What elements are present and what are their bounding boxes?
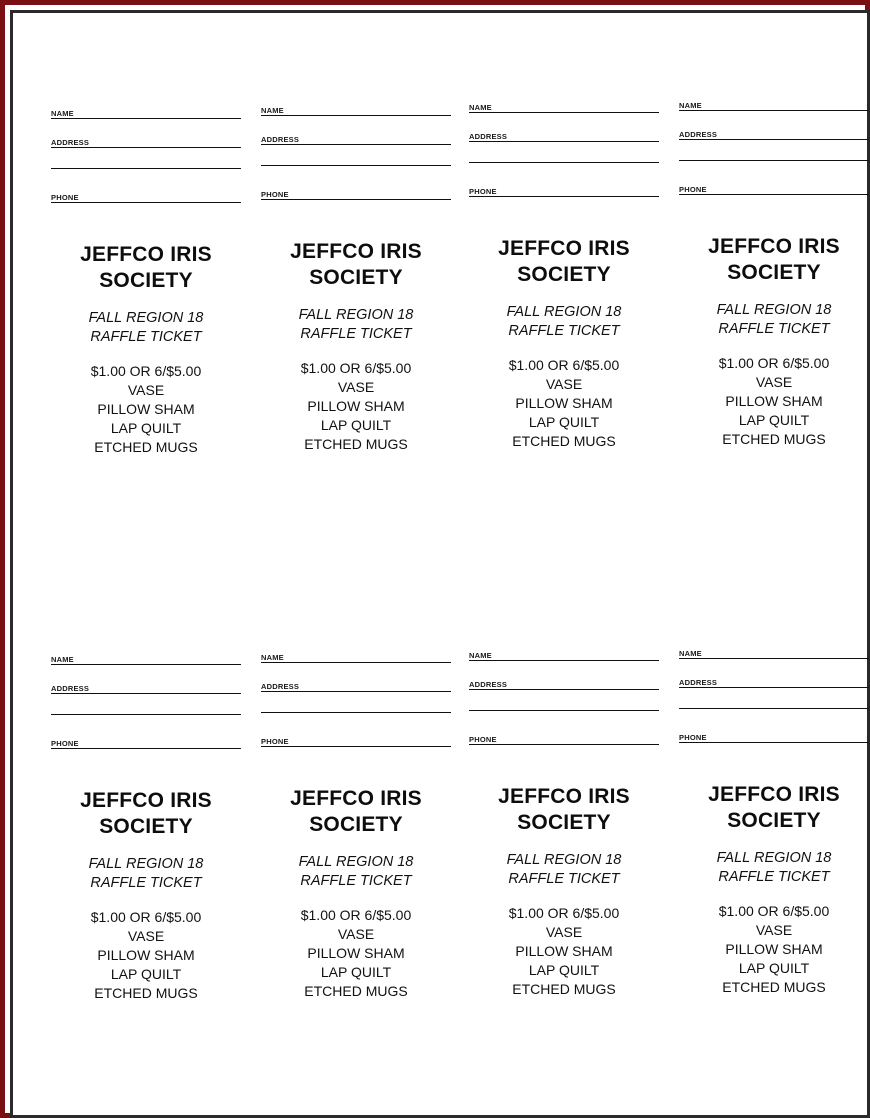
address-field-rule-1[interactable]: [469, 689, 659, 690]
ticket-title-line2: SOCIETY: [309, 813, 403, 836]
phone-field-rule[interactable]: [261, 199, 451, 200]
phone-field-label: PHONE: [51, 739, 79, 748]
spacer: [261, 116, 451, 135]
phone-field[interactable]: [679, 185, 869, 195]
ticket-price-text: $1.00 OR 6/$5.00: [300, 360, 412, 376]
name-field-rule[interactable]: [469, 660, 659, 661]
ticket-title-line1: JEFFCO IRIS: [80, 789, 212, 812]
prize-item: LAP QUILT: [320, 964, 392, 980]
name-field[interactable]: [679, 101, 869, 111]
prize-item: PILLOW SHAM: [307, 398, 405, 414]
ticket-price: [469, 356, 659, 451]
ticket-price-text: $1.00 OR 6/$5.00: [90, 909, 202, 925]
prize-list: [261, 925, 451, 1001]
address-field[interactable]: [469, 132, 659, 142]
name-field[interactable]: [261, 106, 451, 116]
ticket-subtitle: [261, 853, 451, 891]
address-field-rule-1[interactable]: [261, 144, 451, 145]
prize-item: VASE: [755, 922, 793, 938]
address-field-label: ADDRESS: [679, 678, 718, 687]
prize-item: VASE: [337, 379, 375, 395]
raffle-ticket: [261, 653, 451, 1001]
address-field[interactable]: [51, 684, 241, 694]
name-field-rule[interactable]: [261, 662, 451, 663]
ticket-title-line2: SOCIETY: [517, 811, 611, 834]
prize-item: PILLOW SHAM: [307, 945, 405, 961]
ticket-fields: [679, 101, 869, 206]
spacer: [51, 148, 241, 168]
spacer: [51, 169, 241, 193]
prize-list: [469, 923, 659, 999]
phone-field[interactable]: [51, 193, 241, 203]
spacer: [679, 111, 869, 130]
prize-item: ETCHED MUGS: [94, 985, 198, 1001]
ticket-fields: [261, 653, 451, 758]
phone-field-rule[interactable]: [51, 202, 241, 203]
spacer: [51, 715, 241, 739]
prize-item: VASE: [545, 924, 583, 940]
ticket-subtitle-line1: FALL REGION 18: [506, 852, 622, 868]
prize-item: ETCHED MUGS: [304, 983, 408, 999]
spacer: [679, 688, 869, 708]
phone-field-rule[interactable]: [679, 742, 869, 743]
ticket-subtitle-line1: FALL REGION 18: [88, 856, 204, 872]
raffle-ticket: [51, 655, 241, 1003]
ticket-title-line1: JEFFCO IRIS: [708, 783, 840, 806]
ticket-subtitle: [469, 851, 659, 889]
phone-field-rule[interactable]: [469, 744, 659, 745]
spacer: [261, 713, 451, 737]
ticket-fields: [679, 649, 869, 754]
ticket-title-line1: JEFFCO IRIS: [498, 237, 630, 260]
phone-field[interactable]: [679, 733, 869, 743]
prize-item: PILLOW SHAM: [515, 395, 613, 411]
spacer: [469, 142, 659, 162]
name-field-label: NAME: [51, 655, 74, 664]
prize-item: LAP QUILT: [110, 966, 182, 982]
ticket-subtitle-line2: RAFFLE TICKET: [718, 321, 830, 337]
prize-item: VASE: [755, 374, 793, 390]
name-field[interactable]: [469, 651, 659, 661]
phone-field-label: PHONE: [469, 187, 497, 196]
spacer: [679, 659, 869, 678]
ticket-fields: [51, 655, 241, 760]
name-field-rule[interactable]: [679, 658, 869, 659]
address-field-label: ADDRESS: [469, 680, 508, 689]
name-field[interactable]: [469, 103, 659, 113]
ticket-fields: [469, 651, 659, 756]
ticket-title: [679, 782, 869, 834]
address-field-rule-1[interactable]: [679, 139, 869, 140]
ticket-price: [51, 362, 241, 457]
address-field[interactable]: [261, 682, 451, 692]
name-field-label: NAME: [261, 106, 284, 115]
raffle-ticket: [679, 649, 869, 997]
phone-field-label: PHONE: [679, 185, 707, 194]
name-field-rule[interactable]: [469, 112, 659, 113]
ticket-title-line1: JEFFCO IRIS: [498, 785, 630, 808]
phone-field-label: PHONE: [469, 735, 497, 744]
spacer: [51, 119, 241, 138]
phone-field[interactable]: [469, 187, 659, 197]
spacer: [261, 145, 451, 165]
address-field-label: ADDRESS: [261, 682, 300, 691]
ticket-title-line2: SOCIETY: [99, 269, 193, 292]
address-field-label: ADDRESS: [469, 132, 508, 141]
prize-list: [469, 375, 659, 451]
address-field-label: ADDRESS: [261, 135, 300, 144]
ticket-price-text: $1.00 OR 6/$5.00: [300, 907, 412, 923]
name-field-label: NAME: [261, 653, 284, 662]
phone-field-rule[interactable]: [469, 196, 659, 197]
ticket-title-line2: SOCIETY: [727, 809, 821, 832]
raffle-ticket: [261, 106, 451, 454]
ticket-subtitle: [261, 306, 451, 344]
address-field-label: ADDRESS: [51, 684, 90, 693]
ticket-price: [261, 906, 451, 1001]
address-field[interactable]: [679, 130, 869, 140]
raffle-ticket: [51, 109, 241, 457]
ticket-title: [679, 234, 869, 286]
ticket-subtitle-line2: RAFFLE TICKET: [508, 323, 620, 339]
ticket-title: [261, 239, 451, 291]
phone-field-label: PHONE: [51, 193, 79, 202]
phone-field-label: PHONE: [261, 737, 289, 746]
ticket-subtitle: [51, 309, 241, 347]
spacer: [679, 161, 869, 185]
spacer: [469, 690, 659, 710]
prize-item: VASE: [545, 376, 583, 392]
address-field-rule-1[interactable]: [679, 687, 869, 688]
prize-list: [51, 381, 241, 457]
spacer: [469, 661, 659, 680]
ticket-title-line2: SOCIETY: [309, 266, 403, 289]
ticket-price: [261, 359, 451, 454]
ticket-title-line2: SOCIETY: [99, 815, 193, 838]
ticket-price: [679, 354, 869, 449]
ticket-subtitle: [51, 855, 241, 893]
prize-item: ETCHED MUGS: [512, 981, 616, 997]
spacer: [51, 694, 241, 714]
prize-item: ETCHED MUGS: [304, 436, 408, 452]
spacer: [469, 163, 659, 187]
ticket-subtitle-line2: RAFFLE TICKET: [300, 326, 412, 342]
spacer: [469, 711, 659, 735]
spacer: [679, 140, 869, 160]
ticket-title-line1: JEFFCO IRIS: [80, 243, 212, 266]
name-field[interactable]: [51, 109, 241, 119]
raffle-ticket-sheet: [21, 21, 865, 1113]
name-field-label: NAME: [51, 109, 74, 118]
ticket-subtitle-line2: RAFFLE TICKET: [300, 873, 412, 889]
prize-item: ETCHED MUGS: [722, 431, 826, 447]
address-field[interactable]: [261, 135, 451, 145]
phone-field[interactable]: [469, 735, 659, 745]
address-field[interactable]: [679, 678, 869, 688]
phone-field-rule[interactable]: [679, 194, 869, 195]
address-field[interactable]: [469, 680, 659, 690]
phone-field-label: PHONE: [679, 733, 707, 742]
prize-list: [679, 921, 869, 997]
phone-field-rule[interactable]: [51, 748, 241, 749]
name-field[interactable]: [679, 649, 869, 659]
spacer: [261, 692, 451, 712]
ticket-price-text: $1.00 OR 6/$5.00: [718, 903, 830, 919]
prize-item: PILLOW SHAM: [515, 943, 613, 959]
name-field-label: NAME: [679, 101, 702, 110]
name-field-rule[interactable]: [51, 118, 241, 119]
ticket-price: [679, 902, 869, 997]
ticket-subtitle-line1: FALL REGION 18: [298, 854, 414, 870]
spacer: [261, 166, 451, 190]
ticket-fields: [469, 103, 659, 208]
name-field[interactable]: [261, 653, 451, 663]
ticket-price-text: $1.00 OR 6/$5.00: [718, 355, 830, 371]
ticket-subtitle-line2: RAFFLE TICKET: [718, 869, 830, 885]
prize-item: LAP QUILT: [320, 417, 392, 433]
prize-item: LAP QUILT: [528, 414, 600, 430]
ticket-subtitle-line1: FALL REGION 18: [716, 302, 832, 318]
address-field-rule-1[interactable]: [51, 147, 241, 148]
ticket-fields: [261, 106, 451, 211]
ticket-title: [261, 786, 451, 838]
ticket-fields: [51, 109, 241, 214]
prize-item: ETCHED MUGS: [512, 433, 616, 449]
ticket-subtitle-line2: RAFFLE TICKET: [90, 875, 202, 891]
prize-item: VASE: [127, 382, 165, 398]
address-field-label: ADDRESS: [51, 138, 90, 147]
name-field-rule[interactable]: [51, 664, 241, 665]
prize-list: [679, 373, 869, 449]
prize-item: PILLOW SHAM: [725, 393, 823, 409]
prize-item: LAP QUILT: [528, 962, 600, 978]
page-inner-border: [10, 10, 870, 1118]
address-field-rule-1[interactable]: [261, 691, 451, 692]
address-field-label: ADDRESS: [679, 130, 718, 139]
ticket-title: [469, 784, 659, 836]
prize-item: PILLOW SHAM: [725, 941, 823, 957]
prize-item: VASE: [337, 926, 375, 942]
ticket-subtitle: [679, 849, 869, 887]
prize-item: LAP QUILT: [738, 412, 810, 428]
ticket-title: [469, 236, 659, 288]
ticket-title: [51, 242, 241, 294]
name-field-label: NAME: [469, 103, 492, 112]
name-field-rule[interactable]: [261, 115, 451, 116]
prize-item: ETCHED MUGS: [722, 979, 826, 995]
ticket-subtitle-line1: FALL REGION 18: [88, 310, 204, 326]
ticket-subtitle-line2: RAFFLE TICKET: [508, 871, 620, 887]
address-field-rule-1[interactable]: [469, 141, 659, 142]
ticket-subtitle-line2: RAFFLE TICKET: [90, 329, 202, 345]
spacer: [261, 663, 451, 682]
raffle-ticket: [469, 103, 659, 451]
prize-item: LAP QUILT: [110, 420, 182, 436]
prize-item: PILLOW SHAM: [97, 401, 195, 417]
raffle-ticket: [469, 651, 659, 999]
name-field-label: NAME: [469, 651, 492, 660]
spacer: [469, 113, 659, 132]
prize-item: PILLOW SHAM: [97, 947, 195, 963]
spacer: [679, 709, 869, 733]
ticket-price-text: $1.00 OR 6/$5.00: [508, 905, 620, 921]
phone-field[interactable]: [261, 737, 451, 747]
raffle-ticket: [679, 101, 869, 449]
prize-list: [261, 378, 451, 454]
address-field-rule-1[interactable]: [51, 693, 241, 694]
ticket-title-line1: JEFFCO IRIS: [290, 787, 422, 810]
prize-item: LAP QUILT: [738, 960, 810, 976]
address-field[interactable]: [51, 138, 241, 148]
ticket-title-line1: JEFFCO IRIS: [290, 240, 422, 263]
tickets-grid: [21, 21, 865, 1113]
ticket-price: [51, 908, 241, 1003]
ticket-subtitle: [679, 301, 869, 339]
ticket-title-line2: SOCIETY: [727, 261, 821, 284]
name-field-rule[interactable]: [679, 110, 869, 111]
prize-item: VASE: [127, 928, 165, 944]
ticket-subtitle-line1: FALL REGION 18: [506, 304, 622, 320]
ticket-subtitle-line1: FALL REGION 18: [298, 307, 414, 323]
name-field-label: NAME: [679, 649, 702, 658]
phone-field[interactable]: [261, 190, 451, 200]
prize-list: [51, 927, 241, 1003]
phone-field-rule[interactable]: [261, 746, 451, 747]
ticket-price: [469, 904, 659, 999]
ticket-title-line2: SOCIETY: [517, 263, 611, 286]
ticket-title-line1: JEFFCO IRIS: [708, 235, 840, 258]
prize-item: ETCHED MUGS: [94, 439, 198, 455]
ticket-subtitle-line1: FALL REGION 18: [716, 850, 832, 866]
name-field[interactable]: [51, 655, 241, 665]
ticket-price-text: $1.00 OR 6/$5.00: [508, 357, 620, 373]
ticket-price-text: $1.00 OR 6/$5.00: [90, 363, 202, 379]
phone-field[interactable]: [51, 739, 241, 749]
spacer: [51, 665, 241, 684]
ticket-subtitle: [469, 303, 659, 341]
ticket-title: [51, 788, 241, 840]
phone-field-label: PHONE: [261, 190, 289, 199]
